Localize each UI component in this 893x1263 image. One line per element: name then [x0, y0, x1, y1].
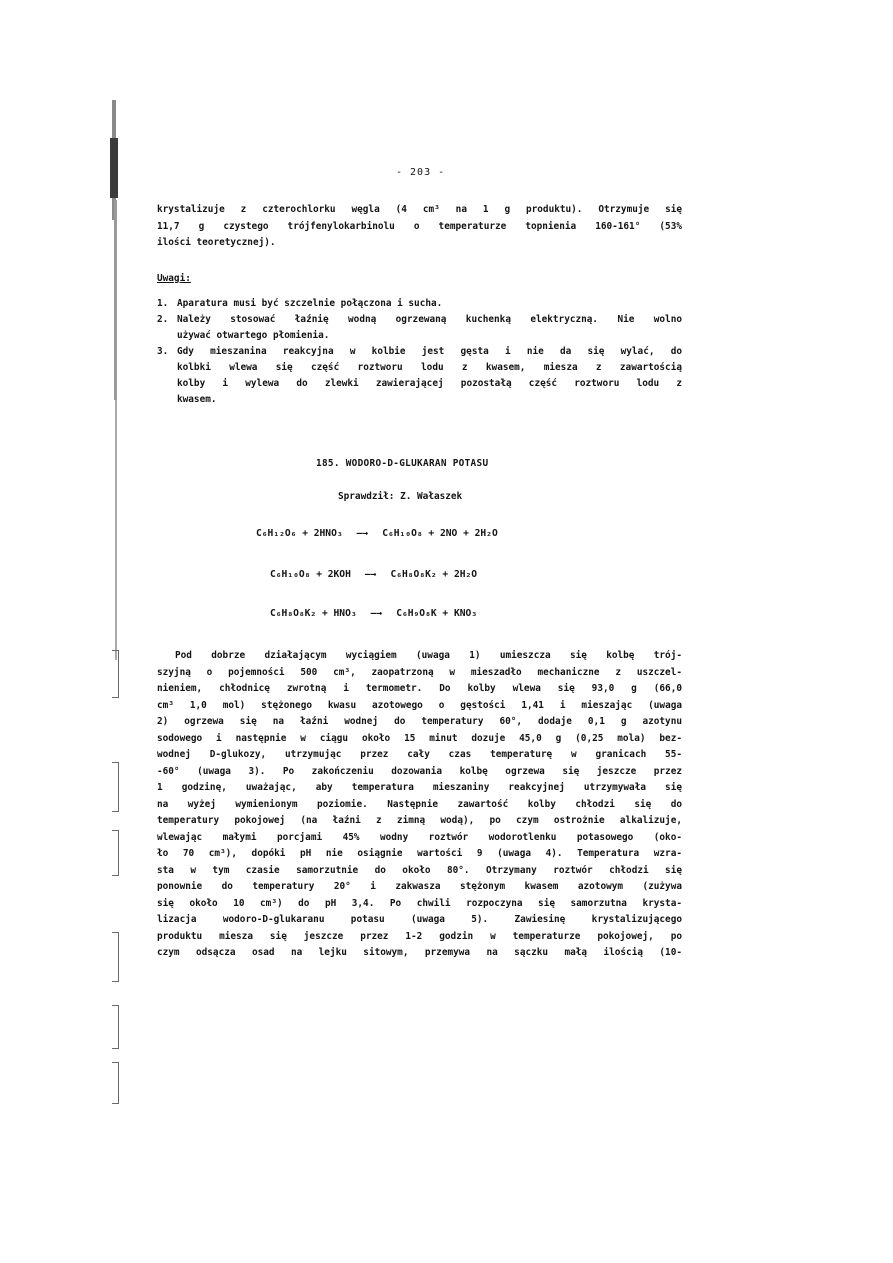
remark-item — [157, 296, 682, 312]
intro-paragraph — [157, 202, 682, 252]
text-line: kolbki wlewa się część roztworu lodu z kwasem, miesza z zawartością — [177, 362, 682, 373]
text-line: szyjną o pojemności 500 cm³, zaopatrzoną w mieszadło mechaniczne z uszczel- — [157, 666, 682, 678]
text-line: Należy stosować łaźnię wodną ogrzewaną kuchenką elektryczną. Nie wolno — [177, 314, 682, 325]
text-line: 2) ogrzewa się na łaźni wodnej do temperatury 60°, dodaje 0,1 g azotynu — [157, 716, 682, 727]
reaction-equation — [270, 569, 477, 580]
text-line: się około 10 cm³) do pH 3,4. Po chwili rozpoczyna się samorzutna krysta- — [157, 897, 682, 909]
binding-bracket — [112, 830, 119, 876]
text-line: wlewając małymi porcjami 45% wodny roztwór wodorotlenku potasowego (oko- — [157, 831, 682, 843]
equation-right: C₆H₁₀O₈ + 2NO + 2H₂O — [382, 528, 498, 539]
remark-number: 2. — [157, 314, 169, 325]
text-line: ło 70 cm³), dopóki pH nie osiągnie wartości 9 (uwaga 4). Temperatura wzra- — [157, 848, 682, 859]
binding-bracket — [112, 650, 119, 698]
remark-number: 3. — [157, 346, 169, 357]
reaction-arrow: —→ — [370, 608, 383, 619]
text-line: -60° (uwaga 3). Po zakończeniu dozowania kolbę ogrzewa się jeszcze przez — [157, 765, 682, 777]
remarks-list — [157, 296, 682, 408]
procedure-paragraph — [157, 648, 682, 962]
equation-left: C₆H₁₀O₈ + 2KOH — [270, 569, 351, 580]
binding-bracket — [112, 932, 119, 982]
reaction-arrow: —→ — [356, 528, 369, 539]
text-line: produktu miesza się jeszcze przez 1-2 godzin w temperaturze pokojowej, po — [157, 930, 682, 942]
text-line: Pod dobrze działającym wyciągiem (uwaga 1) umieszcza się kolbę trój- — [175, 650, 682, 661]
remarks-heading: Uwagi: — [157, 273, 191, 284]
text-line: krystalizuje z czterochlorku węgla (4 cm³ na 1 g produktu). Otrzymuje się — [157, 204, 682, 215]
text-line: temperatury pokojowej (na łaźni z zimną wodą), po czym ostrożnie alkalizuje, — [157, 815, 682, 826]
section-title: 185. WODORO-D-GLUKARAN POTASU — [316, 458, 489, 469]
text-line: Gdy mieszanina reakcyjna w kolbie jest gęsta i nie da się wylać, do — [177, 346, 682, 357]
text-line: wodnej D-glukozy, utrzymując przez cały czas temperaturę w granicach 55- — [157, 749, 682, 760]
text-line: sodowego i następnie w ciągu około 15 minut dozuje 45,0 g (0,25 mola) bez- — [157, 732, 682, 744]
binding-bracket — [112, 1062, 119, 1104]
remark-item — [157, 312, 682, 344]
reaction-arrow: —→ — [364, 569, 377, 580]
text-line: na wyżej wymienionym poziomie. Następnie zawartość kolby chłodzi się do — [157, 798, 682, 810]
binding-bracket — [112, 762, 119, 812]
text-line: kwasem. — [177, 394, 217, 405]
text-line: cm³ 1,0 mol) stężonego kwasu azotowego o gęstości 1,41 i mieszając (uwaga — [157, 699, 682, 711]
equation-left: C₆H₈O₈K₂ + HNO₃ — [270, 608, 357, 619]
reaction-equation — [256, 528, 498, 539]
text-line: kolby i wylewa do zlewki zawierającej pozostałą część roztworu lodu z — [177, 378, 682, 389]
text-line: lizacja wodoro-D-glukaranu potasu (uwaga 5). Zawiesinę krystalizującego — [157, 914, 682, 925]
text-line: sta w tym czasie samorzutnie do około 80°. Otrzymany roztwór chłodzi się — [157, 864, 682, 876]
page-number: - 203 - — [396, 167, 446, 178]
text-line: nieniem, chłodnicę zwrotną i termometr. Do kolby wlewa się 93,0 g (66,0 — [157, 683, 682, 694]
text-line: ilości teoretycznej). — [157, 237, 276, 248]
checked-by: Sprawdził: Z. Wałaszek — [338, 491, 463, 502]
remark-item — [157, 344, 682, 408]
equation-right: C₆H₈O₈K₂ + 2H₂O — [390, 569, 478, 580]
text-line: ponownie do temperatury 20° i zakwasza stężonym kwasem azotowym (zużywa — [157, 881, 682, 892]
text-line: używać otwartego płomienia. — [177, 330, 330, 341]
remark-number: 1. — [157, 298, 169, 309]
equation-left: C₆H₁₂O₆ + 2HNO₃ — [256, 528, 343, 539]
reaction-equation — [270, 608, 477, 619]
text-line: czym odsącza osad na lejku sitowym, przemywa na sączku małą ilością (10- — [157, 947, 682, 958]
text-line: Aparatura musi być szczelnie połączona i sucha. — [177, 298, 443, 309]
binding-bracket — [112, 1005, 119, 1049]
text-line: 11,7 g czystego trójfenylokarbinolu o temperaturze topnienia 160-161° (53% — [157, 220, 682, 232]
equation-right: C₆H₉O₈K + KNO₃ — [396, 608, 478, 619]
text-line: 1 godzinę, uważając, aby temperatura mieszaniny reakcyjnej utrzymywała się — [157, 782, 682, 793]
